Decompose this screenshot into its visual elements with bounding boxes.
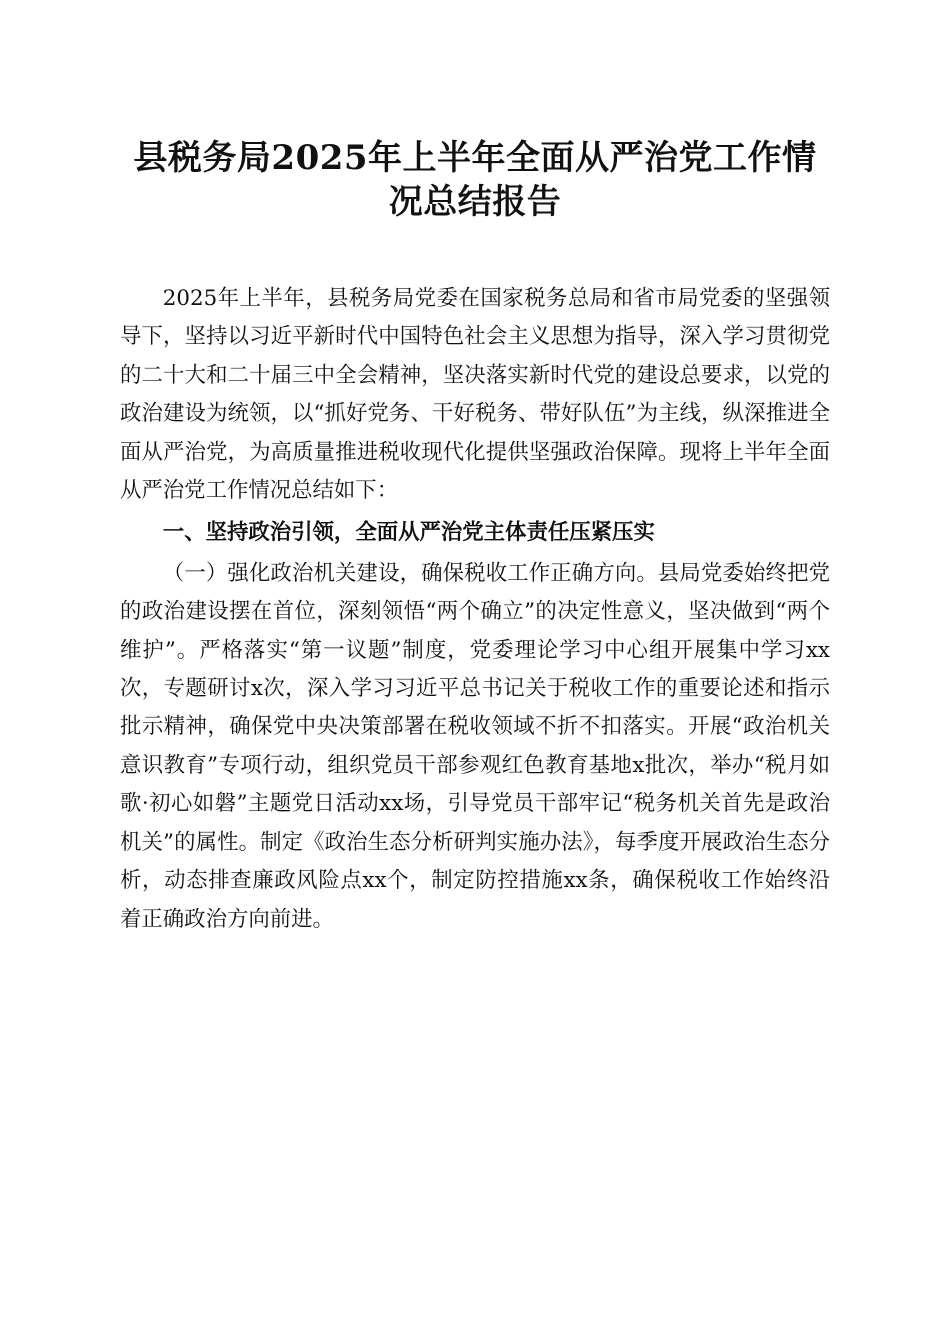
document-body [120, 280, 830, 939]
document-title: 县税务局2025年上半年全面从严治党工作情况总结报告 [133, 138, 817, 222]
subsection-paragraph-1: （一）强化政治机关建设，确保税收工作正确方向。县局党委始终把党的政治建设摆在首位，深刻领悟“两个确立”的决定性意义，坚决做到“两个维护”。严格落实“第一议题”制度，党委理论学习中心组开展集中学习xx次，专题研讨x次，深入学习习近平总书记关于税收工作的重要论述和指示批示精神，确保党中央决策部署在税收领域不折不扣落实。开展“政治机关意识教育”专项行动，组织党员干部参观红色教育基地x批次，举办“税月如歌·初心如磐”主题党日活动xx场，引导党员干部牢记“税务机关首先是政治机关”的属性。制定《政治生态分析研判实施办法》，每季度开展政治生态分析，动态排查廉政风险点xx个，制定防控措施xx条，确保税收工作始终沿着正确政治方向前进。 [120, 560, 830, 932]
intro-paragraph: 2025年上半年，县税务局党委在国家税务总局和省市局党委的坚强领导下，坚持以习近平新时代中国特色社会主义思想为指导，深入学习贯彻党的二十大和二十届三中全会精神，坚决落实新时代党的建设总要求，以党的政治建设为统领，以“抓好党务、干好税务、带好队伍”为主线，纵深推进全面从严治党，为高质量推进税收现代化提供坚强政治保障。现将上半年全面从严治党工作情况总结如下： [120, 286, 830, 504]
section-heading-1: 一、坚持政治引领，全面从严治党主体责任压紧压实 [162, 520, 655, 546]
